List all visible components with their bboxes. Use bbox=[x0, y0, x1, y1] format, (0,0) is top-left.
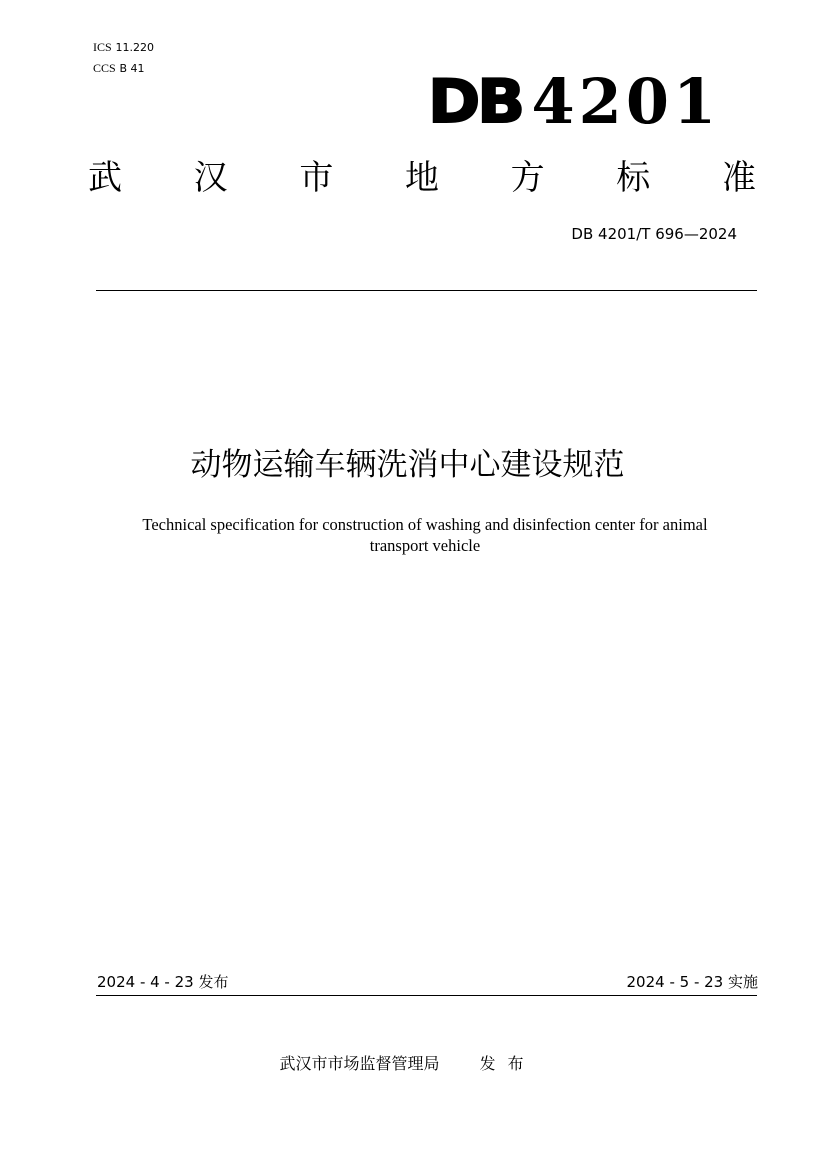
publisher bbox=[0, 1053, 815, 1075]
publisher-organization: 武汉市市场监督管理局 bbox=[279, 1054, 440, 1073]
standard-type-char: 地 bbox=[404, 158, 439, 198]
standard-type-char: 方 bbox=[510, 158, 545, 198]
implementation-date: 2024 - 5 - 23 实施 bbox=[626, 973, 758, 991]
title-english-line: transport vehicle bbox=[369, 536, 481, 555]
ccs-value: B 41 bbox=[119, 62, 145, 75]
ics-code bbox=[93, 40, 154, 55]
standard-type-char: 武 bbox=[88, 158, 122, 198]
ccs-code bbox=[93, 61, 145, 76]
issue-date: 2024 - 4 - 23 发布 bbox=[97, 973, 229, 991]
publisher-action: 发布 bbox=[479, 1054, 536, 1073]
title-english bbox=[80, 514, 770, 556]
standard-number: DB 4201/T 696—2024 bbox=[571, 225, 737, 243]
top-divider bbox=[96, 290, 757, 291]
standard-type-heading bbox=[88, 158, 756, 198]
standard-type-char: 汉 bbox=[193, 158, 228, 198]
standard-type-char: 准 bbox=[721, 158, 756, 198]
standard-type-char: 市 bbox=[299, 158, 334, 198]
title-english-line: Technical specification for construction of washing and disinfection center for animal bbox=[142, 515, 708, 534]
ics-value: 11.220 bbox=[115, 41, 155, 54]
db-logo bbox=[428, 65, 721, 138]
title-chinese: 动物运输车辆洗消中心建设规范 bbox=[190, 447, 625, 483]
bottom-divider bbox=[96, 995, 757, 996]
ics-label: ICS bbox=[93, 40, 112, 54]
ccs-label: CCS bbox=[93, 61, 116, 75]
db-logo-number: 4201 bbox=[531, 65, 721, 138]
db-logo-letters: DB bbox=[428, 67, 523, 137]
standard-type-char: 标 bbox=[616, 158, 651, 198]
